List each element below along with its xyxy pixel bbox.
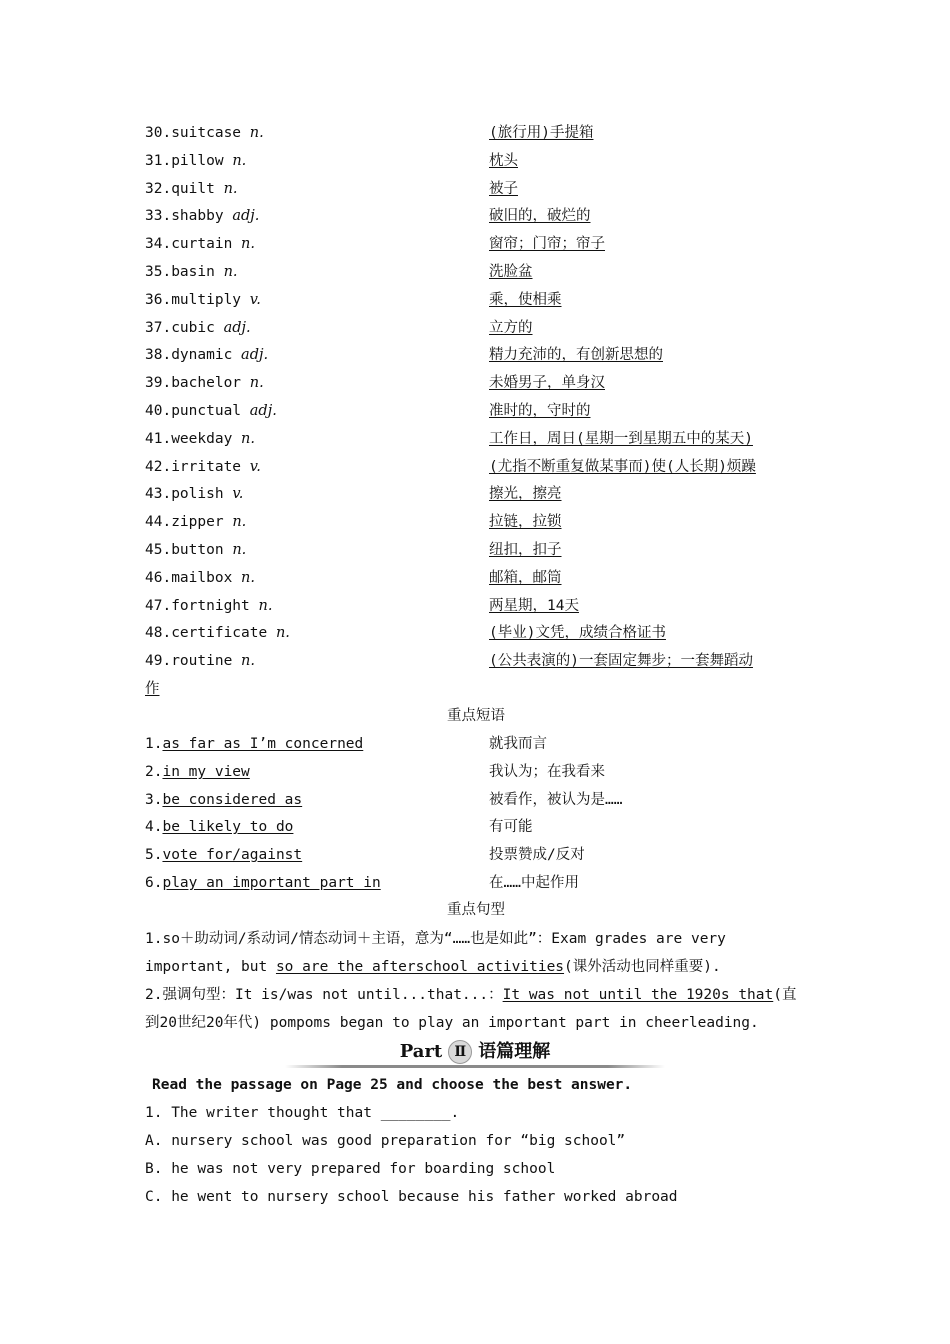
sentence-answer: so are the afterschool activities — [275, 959, 565, 975]
vocab-word: zipper — [171, 514, 224, 530]
vocab-number: 46. — [145, 570, 172, 586]
vocab-meaning: 洗脸盆 — [489, 264, 533, 280]
phrase-row — [145, 732, 363, 756]
vocab-meaning: 擦光，擦亮 — [489, 486, 562, 502]
vocab-word-row — [145, 594, 272, 618]
vocab-word: basin — [171, 264, 215, 280]
vocab-meaning: 未婚男子，单身汉 — [489, 375, 605, 391]
part-of-speech: v. — [249, 459, 261, 475]
sentence-gloss: (直到20世纪20年代) pompoms began to play an important part in cheerleading. — [145, 987, 797, 1031]
part-of-speech: n. — [241, 570, 255, 586]
vocab-word: certificate — [171, 625, 268, 641]
vocab-meaning: 精力充沛的，有创新思想的 — [489, 347, 663, 363]
vocab-meaning: 两星期，14天 — [489, 598, 579, 614]
vocab-meaning: 窗帘；门帘；帘子 — [489, 236, 605, 252]
part-of-speech: adj. — [241, 347, 269, 363]
part-of-speech: adj. — [223, 320, 251, 336]
phrase-text: be likely to do — [162, 819, 294, 835]
vocab-meaning: 立方的 — [489, 320, 533, 336]
vocab-word-row — [145, 482, 243, 506]
vocab-word: irritate — [171, 459, 242, 475]
part-of-speech: n. — [275, 625, 290, 641]
phrase-number: 2. — [145, 764, 163, 780]
vocab-number: 42. — [145, 459, 172, 475]
part-of-speech: n. — [249, 125, 264, 141]
phrase-text: play an important part in — [162, 875, 381, 891]
sentence-lead: 2.强调句型：It is/was not until...that...： — [145, 987, 503, 1003]
vocab-number: 38. — [145, 347, 172, 363]
vocab-meaning: 纽扣，扣子 — [489, 542, 562, 558]
vocab-word-row — [145, 621, 290, 645]
vocab-meaning: (公共表演的)一套固定舞步；一套舞蹈动 — [489, 653, 753, 669]
vocab-number: 47. — [145, 598, 172, 614]
vocab-number: 30. — [145, 125, 172, 141]
vocab-word: pillow — [171, 153, 224, 169]
vocab-word-row — [145, 510, 246, 534]
vocab-word: routine — [171, 653, 233, 669]
vocab-word-row — [145, 455, 261, 479]
sentence-pattern-1 — [145, 925, 807, 981]
vocab-number: 41. — [145, 431, 172, 447]
vocab-word-row — [145, 343, 268, 367]
part-of-speech: n. — [232, 153, 247, 169]
phrase-meaning: 在……中起作用 — [489, 875, 579, 891]
vocab-number: 36. — [145, 292, 172, 308]
vocab-word: shabby — [171, 208, 224, 224]
vocab-number: 45. — [145, 542, 172, 558]
vocab-word-row — [145, 538, 246, 562]
roman-numeral-badge: Ⅱ — [448, 1040, 472, 1064]
vocab-meaning: 乘，使相乘 — [489, 292, 562, 308]
phrase-text: as far as I’m concerned — [162, 736, 364, 752]
vocab-number: 48. — [145, 625, 172, 641]
vocab-meaning: 邮箱，邮筒 — [489, 570, 562, 586]
vocab-word-row — [145, 371, 264, 395]
phrase-text: be considered as — [162, 792, 303, 808]
option-c: C. he went to nursery school because his father worked abroad — [145, 1189, 678, 1205]
phrase-meaning: 有可能 — [489, 819, 533, 835]
vocab-word-row — [145, 232, 255, 256]
phrase-text: in my view — [162, 764, 250, 780]
vocab-word: cubic — [171, 320, 215, 336]
vocab-number: 40. — [145, 403, 172, 419]
sentence-pattern-2 — [145, 981, 807, 1037]
vocab-word: button — [171, 542, 224, 558]
option-a: A. nursery school was good preparation for “big school” — [145, 1133, 626, 1149]
part-of-speech: n. — [232, 542, 247, 558]
part-of-speech: v. — [249, 292, 261, 308]
vocab-word-row — [145, 204, 259, 228]
vocab-number: 39. — [145, 375, 172, 391]
phrase-meaning: 投票赞成/反对 — [489, 847, 585, 863]
part-of-speech: n. — [241, 653, 255, 669]
vocab-word: fortnight — [171, 598, 250, 614]
instruction: Read the passage on Page 25 and choose the best answer. — [152, 1077, 633, 1093]
phrase-number: 1. — [145, 736, 163, 752]
part-of-speech: n. — [223, 264, 238, 280]
vocab-word-row — [145, 149, 246, 173]
vocab-number: 31. — [145, 153, 172, 169]
vocab-word: multiply — [171, 292, 242, 308]
vocab-meaning: 破旧的，破烂的 — [489, 208, 591, 224]
sentence-answer: It was not until the 1920s that — [502, 987, 774, 1003]
vocab-meaning: (尤指不断重复做某事而)使(人长期)烦躁 — [489, 459, 756, 475]
vocab-number: 35. — [145, 264, 172, 280]
phrase-meaning: 就我而言 — [489, 736, 547, 752]
phrase-meaning: 我认为；在我看来 — [489, 764, 605, 780]
part-section-title: 语篇理解 — [478, 1041, 551, 1062]
header-underline-bar — [285, 1065, 665, 1068]
vocab-number: 33. — [145, 208, 172, 224]
sentence-text: Exam grades are very important, but — [145, 931, 726, 975]
vocab-meaning: 被子 — [489, 181, 518, 197]
vocab-word: mailbox — [171, 570, 233, 586]
phrases-heading: 重点短语 — [447, 708, 505, 724]
phrase-meaning: 被看作，被认为是…… — [489, 792, 623, 808]
vocab-word-row — [145, 121, 264, 145]
part-label: Part — [399, 1041, 443, 1062]
part-of-speech: n. — [241, 431, 255, 447]
vocab-word: polish — [171, 486, 224, 502]
vocab-meaning: (旅行用)手提箱 — [489, 125, 594, 141]
vocab-word: quilt — [171, 181, 215, 197]
part-of-speech: n. — [223, 181, 238, 197]
sentences-heading: 重点句型 — [447, 902, 505, 918]
vocab-word-row — [145, 566, 255, 590]
part-of-speech: v. — [232, 486, 244, 502]
phrase-number: 6. — [145, 875, 163, 891]
vocab-word-row — [145, 288, 261, 312]
vocab-word: punctual — [171, 403, 242, 419]
vocab-number: 44. — [145, 514, 172, 530]
phrase-number: 4. — [145, 819, 163, 835]
vocab-meaning: 工作日，周日(星期一到星期五中的某天) — [489, 431, 753, 447]
vocab-meaning: (毕业)文凭，成绩合格证书 — [489, 625, 666, 641]
vocab-word-row — [145, 427, 255, 451]
vocab-word: bachelor — [171, 375, 242, 391]
part-of-speech: n. — [249, 375, 264, 391]
question-stem: 1. The writer thought that ________. — [145, 1105, 460, 1121]
phrase-number: 5. — [145, 847, 163, 863]
vocab-meaning: 枕头 — [489, 153, 518, 169]
vocab-meaning-continuation: 作 — [145, 681, 160, 697]
vocab-word-row — [145, 316, 251, 340]
vocab-word: curtain — [171, 236, 233, 252]
vocab-word-row — [145, 177, 238, 201]
phrase-row — [145, 815, 293, 839]
phrase-row — [145, 843, 302, 867]
vocab-word-row — [145, 260, 238, 284]
part-of-speech: n. — [241, 236, 255, 252]
vocab-word: suitcase — [171, 125, 242, 141]
vocab-meaning: 拉链，拉锁 — [489, 514, 562, 530]
vocab-number: 32. — [145, 181, 172, 197]
part-of-speech: adj. — [249, 403, 277, 419]
vocab-word-row — [145, 399, 277, 423]
option-b: B. he was not very prepared for boarding school — [145, 1161, 556, 1177]
phrase-row — [145, 760, 250, 784]
part-of-speech: adj. — [232, 208, 260, 224]
phrase-number: 3. — [145, 792, 163, 808]
vocab-word-row — [145, 649, 255, 673]
part-of-speech: n. — [232, 514, 247, 530]
vocab-number: 49. — [145, 653, 172, 669]
sentence-lead: 1.so＋助动词/系动词/情态动词＋主语，意为“……也是如此”： — [145, 931, 552, 947]
vocab-word: weekday — [171, 431, 233, 447]
phrase-text: vote for/against — [162, 847, 303, 863]
phrase-row — [145, 788, 302, 812]
vocab-word: dynamic — [171, 347, 233, 363]
vocab-number: 43. — [145, 486, 172, 502]
vocab-number: 37. — [145, 320, 172, 336]
part-header — [285, 1038, 665, 1070]
sentence-gloss: (课外活动也同样重要). — [564, 959, 721, 975]
vocab-meaning: 准时的，守时的 — [489, 403, 591, 419]
phrase-row — [145, 871, 381, 895]
vocab-number: 34. — [145, 236, 172, 252]
part-of-speech: n. — [258, 598, 273, 614]
part-title — [285, 1038, 665, 1066]
